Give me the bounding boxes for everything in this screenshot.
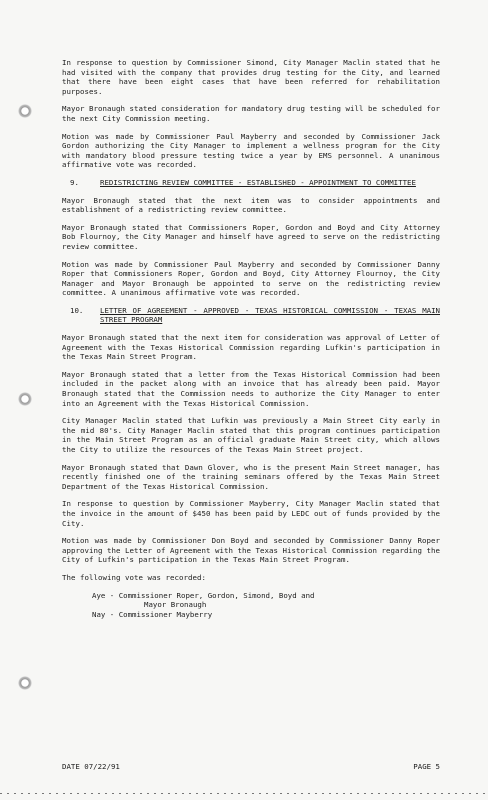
punch-hole-bottom [18, 676, 32, 690]
paragraph: The following vote was recorded: [62, 572, 206, 582]
punch-hole-middle [18, 392, 32, 406]
item-title: LETTER OF AGREEMENT - APPROVED - TEXAS HISTORICAL COMMISSION - TEXAS MAIN STREET PROGRAM [100, 305, 440, 325]
paragraph: In response to question by Commissioner Mayberry, City Manager Maclin stated that the invoice in the amount of $450 has been paid by LEDC out of funds provided by the City. [62, 499, 440, 528]
vote-nay: Nay - Commissioner Mayberry [92, 609, 213, 619]
paragraph: Mayor Bronaugh stated that a letter from the Texas Historical Commission had been included in the packet along with an invoice that has already been paid. Mayor Bronaugh stated that the Commission needs to authorize the City Manager to enter into an Agreement with the Texas Historical Commission. [62, 369, 440, 408]
minutes-body [62, 58, 440, 619]
item-title: REDISTRICTING REVIEW COMMITTEE - ESTABLISHED - APPOINTMENT TO COMMITTEE [100, 177, 416, 187]
footer-page-number: PAGE 5 [413, 762, 440, 771]
scan-artifact-line [0, 793, 488, 794]
item-number: 9. [70, 177, 79, 187]
paragraph: Mayor Bronaugh stated that the next item was to consider appointments and establishment of a redistricting review committee. [62, 195, 440, 215]
vote-aye-continued: Mayor Bronaugh [144, 600, 207, 610]
page-footer [62, 762, 440, 771]
paragraph: Mayor Bronaugh stated that Dawn Glover, who is the present Main Street manager, has recently finished one of the training seminars offered by the Texas Main Street Department of the Texas Historical Commission. [62, 462, 440, 491]
paragraph: In response to question by Commissioner Simond, City Manager Maclin stated that he had visited with the company that provides drug testing for the City, and learned that there have been eight cases that have been referred for rehabilitation purposes. [62, 58, 440, 96]
vote-aye: Aye - Commissioner Roper, Gordon, Simond, Boyd and [92, 590, 315, 600]
item-number: 10. [70, 305, 84, 315]
footer-date: DATE 07/22/91 [62, 762, 120, 771]
agenda-item-10 [62, 306, 440, 325]
paragraph: Motion was made by Commissioner Don Boyd and seconded by Commissioner Danny Roper approving the Letter of Agreement with the Texas Historical Commission regarding the City of Lufkin's participation in the Texas Main Street Program. [62, 536, 440, 565]
paragraph: City Manager Maclin stated that Lufkin was previously a Main Street City early in the mid 80's. City Manager Maclin stated that this program continues participation in the Main Street Program as an official graduate Main Street city, which allows the City to utilize the resources of the Texas Main Street project. [62, 416, 440, 454]
paragraph: Motion was made by Commissioner Paul Mayberry and seconded by Commissioner Danny Roper that Commissioners Roper, Gordon and Boyd, City Attorney Flournoy, the City Manager and Mayor Bronaugh be appointed to serve on the redistricting review committee. A unanimous affirmative vote was recorded. [62, 259, 440, 298]
agenda-item-9 [62, 178, 440, 188]
paragraph: Mayor Bronaugh stated consideration for mandatory drug testing will be scheduled for the next City Commission meeting. [62, 104, 440, 123]
paragraph: Mayor Bronaugh stated that the next item for consideration was approval of Letter of Agreement with the Texas Historical Commission regarding Lufkin's participation in the Texas Main Street Program. [62, 333, 440, 362]
vote-record [92, 591, 440, 620]
paragraph: Mayor Bronaugh stated that Commissioners Roper, Gordon and Boyd and City Attorney Bob Flournoy, the City Manager and himself have agreed to serve on the redistricting review committee. [62, 222, 440, 251]
paragraph: Motion was made by Commissioner Paul Mayberry and seconded by Commissioner Jack Gordon authorizing the City Manager to implement a wellness program for the City with mandatory blood pressure testing twice a year by EMS personnel. A unanimous affirmative vote was recorded. [62, 131, 440, 170]
punch-hole-top [18, 104, 32, 118]
